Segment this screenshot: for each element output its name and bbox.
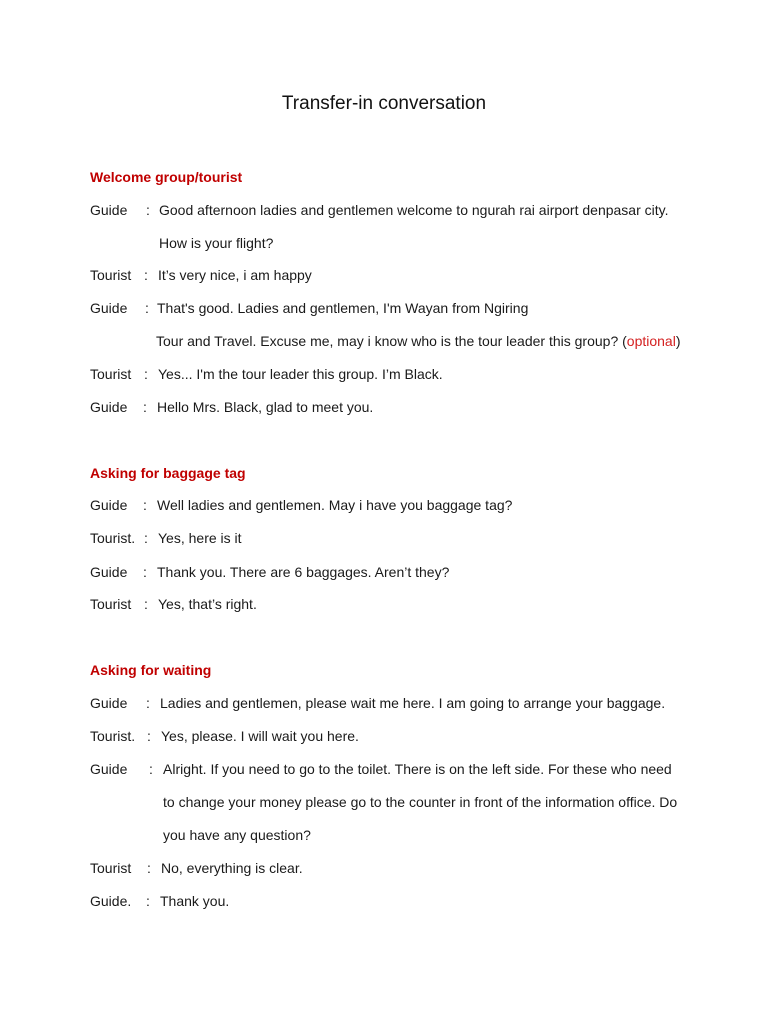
- section-heading: Asking for waiting: [90, 662, 212, 678]
- speaker-label: Guide: [90, 300, 128, 316]
- section-heading: Asking for baggage tag: [90, 465, 246, 481]
- speaker-label: Guide: [90, 399, 128, 415]
- colon-separator: :: [143, 497, 147, 513]
- colon-separator: :: [143, 564, 147, 580]
- dialogue-text: [156, 332, 681, 350]
- dialogue-text: No, everything is clear.: [161, 860, 303, 876]
- colon-separator: :: [144, 530, 148, 546]
- colon-separator: :: [146, 202, 150, 218]
- colon-separator: :: [143, 399, 147, 415]
- document-title: Transfer-in conversation: [281, 93, 487, 114]
- speaker-label: Tourist.: [90, 530, 136, 546]
- dialogue-text: Hello Mrs. Black, glad to meet you.: [157, 399, 374, 415]
- dialogue-text: How is your flight?: [159, 235, 274, 251]
- speaker-label: Tourist: [90, 596, 132, 612]
- speaker-label: Guide: [90, 202, 128, 218]
- speaker-label: Guide: [90, 497, 128, 513]
- colon-separator: :: [146, 695, 150, 711]
- colon-separator: :: [144, 267, 148, 283]
- dialogue-text: Good afternoon ladies and gentlemen welcome to ngurah rai airport denpasar city.: [159, 202, 669, 218]
- speaker-label: Tourist: [90, 366, 132, 382]
- colon-separator: :: [147, 860, 151, 876]
- dialogue-text: Alright. If you need to go to the toilet. There is on the left side. For these who need: [163, 761, 672, 777]
- dialogue-text: Yes, here is it: [158, 530, 242, 546]
- speaker-label: Tourist: [90, 267, 132, 283]
- speaker-label: Tourist: [90, 860, 132, 876]
- colon-separator: :: [147, 728, 151, 744]
- dialogue-text: Yes, please. I will wait you here.: [161, 728, 359, 744]
- dialogue-text: It’s very nice, i am happy: [158, 267, 312, 283]
- colon-separator: :: [144, 596, 148, 612]
- speaker-label: Guide: [90, 564, 128, 580]
- dialogue-text: Yes... I'm the tour leader this group. I’m Black.: [158, 366, 443, 382]
- dialogue-text: Thank you. There are 6 baggages. Aren’t they?: [157, 564, 450, 580]
- dialogue-text: That's good. Ladies and gentlemen, I'm Wayan from Ngiring: [157, 300, 529, 316]
- dialogue-text: Thank you.: [160, 893, 230, 909]
- speaker-label: Guide: [90, 695, 128, 711]
- dialogue-text: to change your money please go to the counter in front of the information office. Do: [163, 794, 678, 810]
- dialogue-text: Ladies and gentlemen, please wait me here. I am going to arrange your baggage.: [160, 695, 666, 711]
- section-heading: Welcome group/tourist: [90, 169, 243, 185]
- colon-separator: :: [146, 893, 150, 909]
- colon-separator: :: [149, 761, 153, 777]
- speaker-label: Guide.: [90, 893, 132, 909]
- speaker-label: Tourist.: [90, 728, 136, 744]
- optional-note: optional: [626, 333, 676, 349]
- dialogue-text: Well ladies and gentlemen. May i have you baggage tag?: [157, 497, 513, 513]
- dialogue-text-part: ): [675, 333, 681, 349]
- speaker-label: Guide: [90, 761, 128, 777]
- colon-separator: :: [144, 366, 148, 382]
- colon-separator: :: [145, 300, 149, 316]
- dialogue-text: Yes, that’s right.: [158, 596, 257, 612]
- dialogue-text: you have any question?: [163, 827, 311, 843]
- dialogue-text-part: Tour and Travel. Excuse me, may i know who is the tour leader this group? (: [156, 333, 627, 349]
